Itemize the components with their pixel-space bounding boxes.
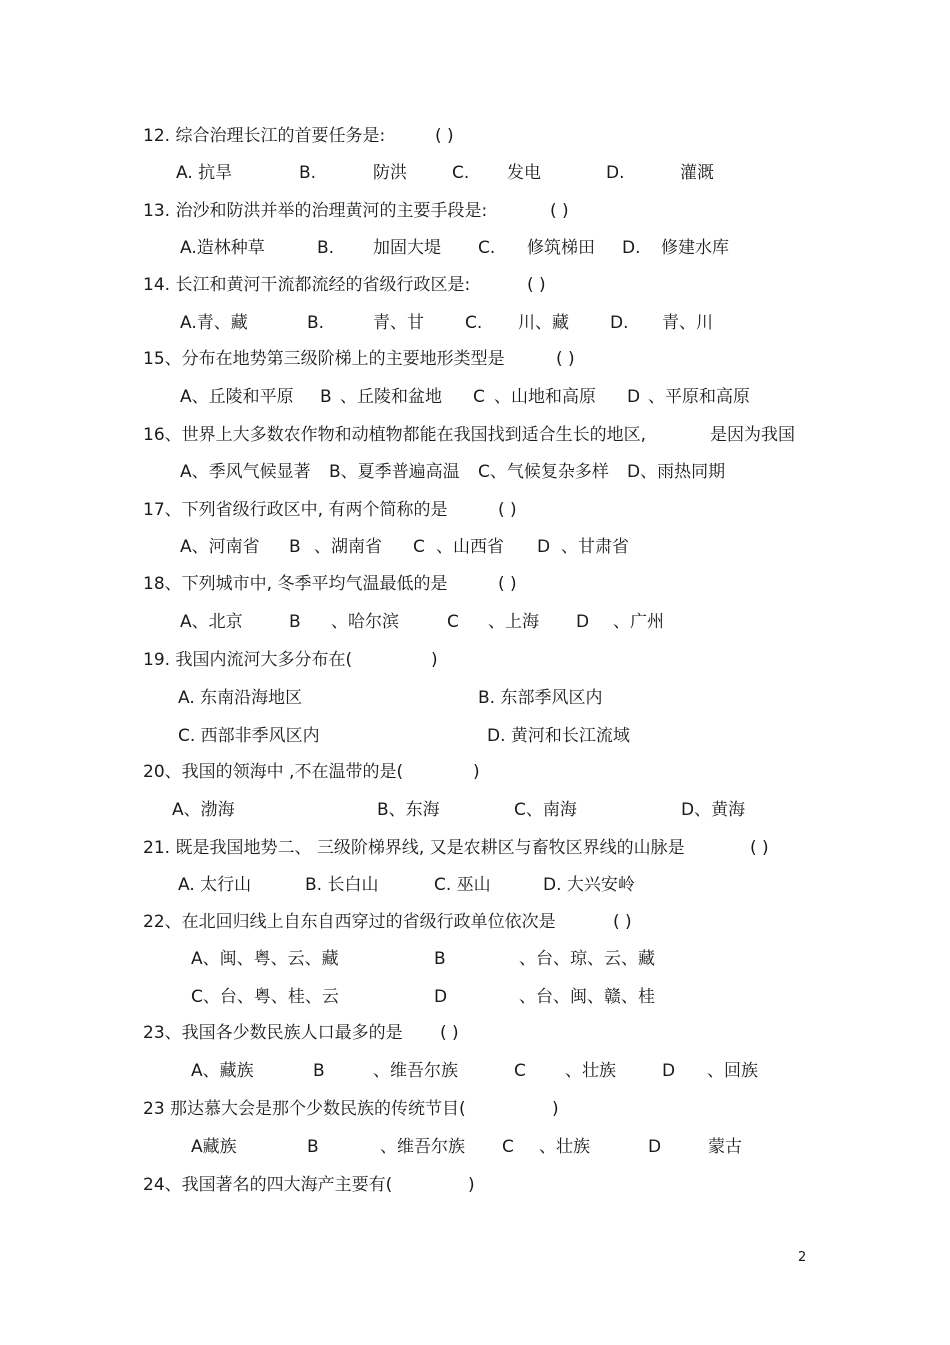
question-text: 21. 既是我国地势二、 三级阶梯界线, 又是农耕区与畜牧区界线的山脉是 [143,838,685,858]
option-c-letter: C [502,1137,514,1157]
question-text: 23 那达慕大会是那个少数民族的传统节目( [143,1099,466,1119]
option-c-text: 、山地和高原 [494,387,596,407]
option-b-text: 防洪 [373,163,407,183]
option-d-letter: D [434,987,448,1007]
page-number: 2 [798,1250,807,1265]
option-c: C、南海 [514,800,577,820]
answer-bracket: ( ) [435,126,454,146]
answer-bracket: ) [552,1099,559,1119]
answer-bracket: ( ) [750,838,769,858]
option-b-letter: B [289,537,301,557]
answer-bracket: ) [431,650,438,670]
option-c-text: 、壮族 [539,1137,590,1157]
option-a: A. 太行山 [178,875,252,895]
option-a: A.青、藏 [180,313,248,333]
option-a: A、闽、粤、云、藏 [191,949,339,969]
option-c-text: 川、藏 [518,313,569,333]
option-b-letter: B [289,612,301,632]
question-text: 23、我国各少数民族人口最多的是 [143,1023,403,1043]
option-b-letter: B. [299,163,317,183]
option-d: D、雨热同期 [627,462,726,482]
option-a: A. 东南沿海地区 [178,688,303,708]
option-d-text: 、广州 [613,612,664,632]
question-text: 20、我国的领海中 ,不在温带的是( [143,762,404,782]
option-b-letter: B [320,387,332,407]
question-text: 22、在北回归线上自东自西穿过的省级行政单位依次是 [143,912,556,932]
option-d-letter: D [537,537,551,557]
question-text: 12. 综合治理长江的首要任务是: [143,126,386,146]
option-a: A. 抗旱 [176,163,233,183]
option-d-letter: D [627,387,641,407]
answer-bracket: ( ) [498,574,517,594]
option-c-text: 、壮族 [565,1061,616,1081]
answer-bracket: ( ) [550,201,569,221]
option-b-letter: B. [307,313,325,333]
question-text: 17、下列省级行政区中, 有两个简称的是 [143,500,448,520]
option-c-letter: C. [452,163,470,183]
option-c: C、台、粤、桂、云 [191,987,339,1007]
option-d-text: 、台、闽、赣、桂 [519,987,655,1007]
option-b: B. 长白山 [305,875,379,895]
option-d-text: 、甘肃省 [561,537,629,557]
option-d-letter: D [648,1137,662,1157]
option-b-text: 加固大堤 [373,238,441,258]
question-text: 24、我国著名的四大海产主要有( [143,1175,393,1195]
option-c-text: 发电 [507,163,541,183]
option-c-letter: C [473,387,485,407]
option-a: A、季风气候显著 [180,462,311,482]
option-b-text: 、维吾尔族 [380,1137,465,1157]
question-text: 15、分布在地势第三级阶梯上的主要地形类型是 [143,349,505,369]
option-c: C、气候复杂多样 [478,462,609,482]
option-b-letter: B. [317,238,335,258]
option-c-text: 、山西省 [436,537,504,557]
answer-bracket: ( ) [440,1023,459,1043]
option-d-letter: D [576,612,590,632]
question-text-continued: 是因为我国 [710,425,795,445]
option-d-text: 蒙古 [708,1137,742,1157]
option-a: A、渤海 [172,800,235,820]
question-text: 16、世界上大多数农作物和动植物都能在我国找到适合生长的地区, [143,425,647,445]
option-c: C. 巫山 [434,875,491,895]
option-d-text: 青、川 [662,313,713,333]
option-a: A.造林种草 [180,238,265,258]
option-d: D、黄海 [681,800,746,820]
option-c-text: 修筑梯田 [527,238,595,258]
option-d-text: 灌溉 [680,163,714,183]
option-c: C. 西部非季风区内 [178,726,320,746]
option-a: A、河南省 [180,537,260,557]
option-d-letter: D. [622,238,641,258]
option-b-text: 、丘陵和盆地 [340,387,442,407]
answer-bracket: ( ) [556,349,575,369]
option-d-text: 修建水库 [661,238,729,258]
option-b: B、东海 [377,800,440,820]
option-c-text: 、上海 [488,612,539,632]
option-b: B. 东部季风区内 [478,688,603,708]
option-b-text: 、维吾尔族 [373,1061,458,1081]
option-b-letter: B [313,1061,325,1081]
question-text: 19. 我国内流河大多分布在( [143,650,353,670]
option-d: D. 黄河和长江流域 [487,726,630,746]
option-a: A、北京 [180,612,243,632]
option-b-text: 青、甘 [373,313,424,333]
option-b-text: 、台、琼、云、藏 [519,949,655,969]
answer-bracket: ) [468,1175,475,1195]
option-c-letter: C [447,612,459,632]
option-b-text: 、湖南省 [314,537,382,557]
option-a: A藏族 [191,1137,237,1157]
option-a: A、丘陵和平原 [180,387,294,407]
option-c-letter: C. [478,238,496,258]
question-text: 18、下列城市中, 冬季平均气温最低的是 [143,574,448,594]
option-d-letter: D [662,1061,676,1081]
option-c-letter: C [514,1061,526,1081]
option-d-letter: D. [606,163,625,183]
answer-bracket: ( ) [613,912,632,932]
option-b-text: 、哈尔滨 [331,612,399,632]
option-d-text: 、平原和高原 [648,387,750,407]
answer-bracket: ( ) [527,275,546,295]
option-d-text: 、回族 [707,1061,758,1081]
answer-bracket: ( ) [498,500,517,520]
option-c-letter: C [413,537,425,557]
option-b-letter: B [434,949,446,969]
question-text: 13. 治沙和防洪并举的治理黄河的主要手段是: [143,201,488,221]
option-c-letter: C. [465,313,483,333]
option-a: A、藏族 [191,1061,254,1081]
option-b: B、夏季普遍高温 [329,462,460,482]
question-text: 14. 长江和黄河干流都流经的省级行政区是: [143,275,471,295]
option-b-letter: B [307,1137,319,1157]
option-d-letter: D. [610,313,629,333]
answer-bracket: ) [473,762,480,782]
option-d: D. 大兴安岭 [543,875,635,895]
